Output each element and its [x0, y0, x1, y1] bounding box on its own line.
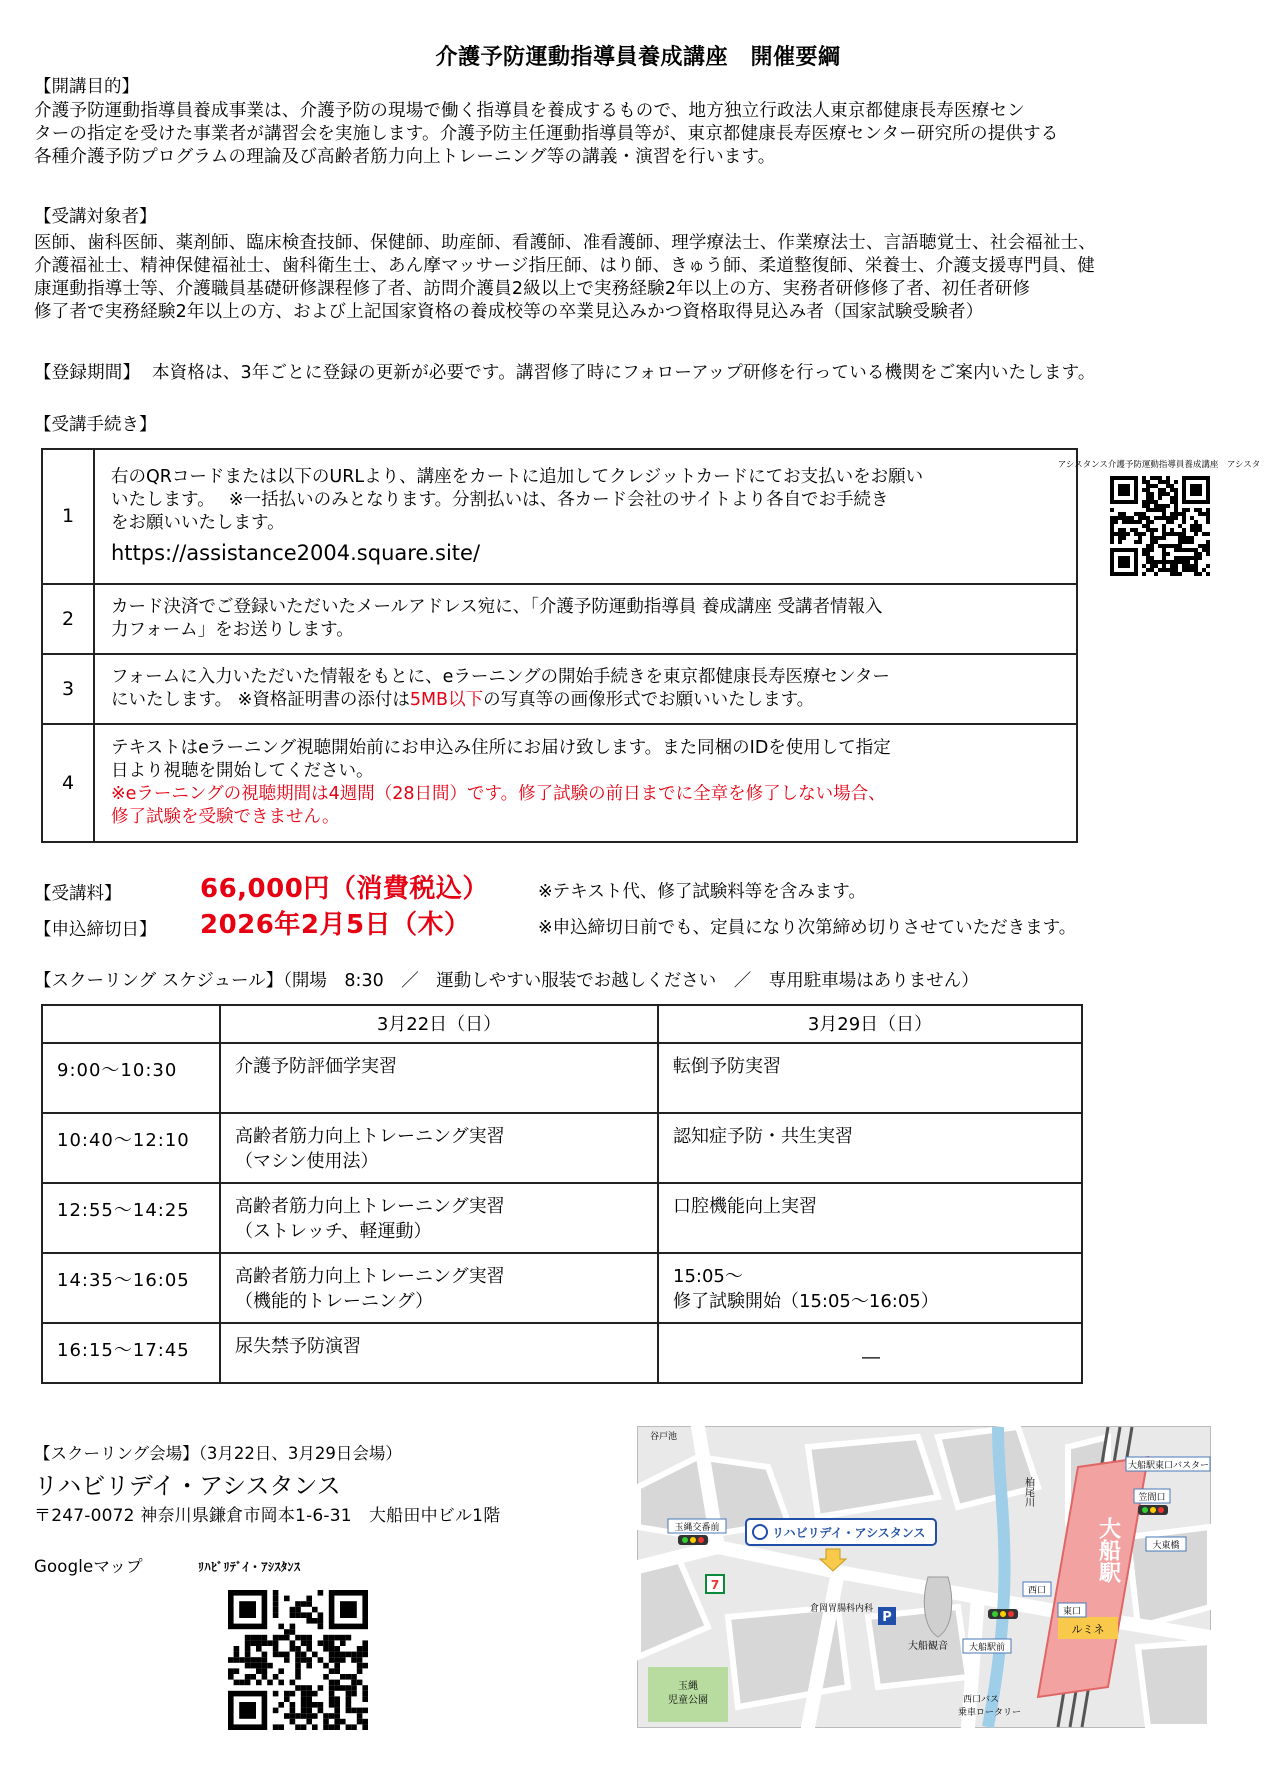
venue-address: 〒247-0072 神奈川県鎌倉市岡本1-6-31 大船田中ビル1階 — [34, 1506, 501, 1526]
deadline-date: 2026年2月5日（木） — [200, 910, 471, 940]
day1-session — [220, 1183, 658, 1253]
step-line: 力フォーム」をお送りします。 — [111, 620, 354, 640]
map-canvas — [638, 1427, 1210, 1727]
map-qr-block[interactable] — [228, 1590, 368, 1730]
venue-heading: 【スクーリング会場】（3月22日、3月29日会場） — [34, 1444, 402, 1463]
table-row — [42, 1113, 1082, 1183]
day2-session — [658, 1183, 1082, 1253]
table-row — [42, 1323, 1082, 1383]
session-title: 口腔機能向上実習 — [673, 1196, 817, 1217]
venue-name: リハビリデイ・アシスタンス — [34, 1472, 341, 1500]
session-title: 15:05〜 — [673, 1266, 743, 1287]
registration-heading: 【登録期間】 — [34, 363, 141, 383]
deadline-label: 【申込締切日】 — [34, 920, 157, 940]
step-line-part: にいたします。 ※資格証明書の添付は — [111, 690, 410, 710]
step-line — [111, 689, 1064, 712]
target-line: 医師、歯科医師、薬剤師、臨床検査技師、保健師、助産師、看護師、准看護師、理学療法士、作業療法士、言語聴覚士、社会福祉士、 — [34, 233, 1096, 253]
session-sub: （マシン使用法） — [235, 1151, 379, 1172]
map-label: 西口 — [1027, 1586, 1047, 1596]
session-title: 高齢者筋力向上トレーニング実習 — [235, 1196, 505, 1217]
time-slot: 14:35〜16:05 — [42, 1253, 220, 1323]
purpose-line: 各種介護予防プログラムの理論及び高齢者筋力向上トレーニング等の講義・演習を行います。 — [34, 147, 776, 167]
registration-text: 本資格は、3年ごとに登録の更新が必要です。講習修了時にフォローアップ研修を行っている機関をご案内いたします。 — [151, 363, 1096, 383]
map-label: 玉縄交番前 — [674, 1523, 720, 1533]
map-label: 児童公園 — [668, 1695, 708, 1706]
schedule-corner — [42, 1005, 220, 1043]
schedule-table — [41, 1004, 1083, 1384]
destination-label: リハビリデイ・アシスタンス — [772, 1526, 926, 1540]
parking-label: P — [882, 1610, 892, 1625]
step-number: 4 — [42, 724, 94, 842]
map-label: 大船駅前 — [968, 1643, 1006, 1653]
map-label: ルミネ — [1071, 1623, 1105, 1636]
time-slot: 12:55〜14:25 — [42, 1183, 220, 1253]
procedure-step — [42, 654, 1077, 724]
map-label: 西口バス — [963, 1695, 1000, 1705]
purpose-heading: 【開講目的】 — [34, 77, 139, 97]
step-number: 1 — [42, 449, 94, 584]
step-line: テキストはeラーニング視聴開始前にお申込み住所にお届け致します。また同梱のIDを使用して指定 — [111, 738, 891, 758]
step-number: 3 — [42, 654, 94, 724]
qr-caption: アシスタンス介護予防運動指導員養成講座 アシスタ — [1057, 460, 1261, 470]
day1-session — [220, 1113, 658, 1183]
session-title: 尿失禁予防演習 — [235, 1336, 361, 1357]
day2-session — [658, 1043, 1082, 1113]
map-label: 柏尾川 — [1022, 1477, 1034, 1507]
session-sub: 修了試験開始（15:05〜16:05） — [673, 1291, 939, 1312]
map-label: 玉縄 — [678, 1681, 698, 1692]
fee-note: ※テキスト代、修了試験料等を含みます。 — [538, 882, 866, 902]
procedure-heading: 【受講手続き】 — [34, 415, 157, 435]
step-text — [94, 584, 1077, 654]
warning-line: 修了試験を受験できません。 — [111, 807, 340, 827]
session-title: 転倒予防実習 — [673, 1056, 781, 1077]
target-heading: 【受講対象者】 — [34, 207, 157, 227]
target-line: 修了者で実務経験2年以上の方、および上記国家資格の養成校等の卒業見込みかつ資格取得見込み者（国家試験受験者） — [34, 302, 984, 322]
page-title: 介護予防運動指導員養成講座 開催要綱 — [435, 45, 841, 70]
day2-session — [658, 1323, 1082, 1383]
station-label: 大船駅 — [1095, 1517, 1121, 1583]
session-title: 認知症予防・共生実習 — [673, 1126, 853, 1147]
map-label: 大船観音 — [908, 1641, 948, 1652]
map-label: 倉岡胃腸科内科 — [810, 1604, 874, 1614]
purpose-line: ターの指定を受けた事業者が講習会を実施します。介護予防主任運動指導員等が、東京都健康長寿医療センター研究所の提供する — [34, 124, 1059, 144]
step-line: 右のQRコードまたは以下のURLより、講座をカートに追加してクレジットカードにてお支払いをお願い — [111, 466, 924, 487]
step-line: カード決済でご登録いただいたメールアドレス宛に、「介護予防運動指導員 養成講座 受講者情報入 — [111, 597, 883, 617]
shop-url-link[interactable]: https://assistance2004.square.site/ — [111, 540, 481, 565]
target-line: 康運動指導士等、介護職員基礎研修課程修了者、訪問介護員2級以上で実務経験2年以上の方、実務者研修修了者、初任者研修 — [34, 279, 1031, 299]
table-row — [42, 1253, 1082, 1323]
day1-session — [220, 1323, 658, 1383]
venue-logo-text: ﾘﾊﾋﾞﾘﾃﾞｲ・ｱｼｽﾀﾝｽ — [198, 1560, 301, 1574]
target-line: 介護福祉士、精神保健福祉士、歯科衛生士、あん摩マッサージ指圧師、はり師、きゅう師、柔道整復師、栄養士、介護支援専門員、健 — [34, 256, 1095, 276]
session-sub: （機能的トレーニング） — [235, 1291, 434, 1312]
google-map-label: Googleマップ — [34, 1557, 143, 1576]
day-header: 3月22日（日） — [220, 1005, 658, 1043]
shop-qr-code-icon — [1057, 456, 1261, 606]
venue-map[interactable] — [637, 1426, 1211, 1728]
map-label: 笠間口 — [1138, 1493, 1166, 1503]
target-text — [34, 232, 1096, 324]
day2-session — [658, 1113, 1082, 1183]
step-text — [94, 724, 1077, 842]
fee-label: 【受講料】 — [34, 884, 122, 904]
deadline-note: ※申込締切日前でも、定員になり次第締め切りさせていただきます。 — [538, 918, 1077, 938]
procedure-table — [41, 448, 1078, 843]
shop-qr-block[interactable] — [1057, 456, 1261, 606]
time-slot: 10:40〜12:10 — [42, 1113, 220, 1183]
day1-session — [220, 1043, 658, 1113]
session-title: 介護予防評価学実習 — [235, 1056, 397, 1077]
schedule-heading: 【スクーリング スケジュール】（開場 8:30 ／ 運動しやすい服装でお越しください ／ 専用駐車場はありません） — [34, 971, 979, 991]
session-title: 高齢者筋力向上トレーニング実習 — [235, 1266, 505, 1287]
warning-line: ※eラーニングの視聴期間は4週間（28日間）です。修了試験の前日までに全章を修了しない場合、 — [111, 784, 886, 804]
step-line: 日より視聴を開始してください。 — [111, 761, 374, 781]
map-label: 乗車ロータリー — [958, 1708, 1022, 1718]
procedure-step — [42, 449, 1077, 584]
day2-session — [658, 1253, 1082, 1323]
day-header: 3月29日（日） — [658, 1005, 1082, 1043]
session-title: 高齢者筋力向上トレーニング実習 — [235, 1126, 505, 1147]
size-limit-highlight: 5MB以下 — [409, 690, 484, 710]
purpose-line: 介護予防運動指導員養成事業は、介護予防の現場で働く指導員を養成するもので、地方独立行政法人東京都健康長寿医療セン — [34, 101, 1025, 121]
time-slot: 9:00〜10:30 — [42, 1043, 220, 1113]
table-row — [42, 1043, 1082, 1113]
step-text — [94, 654, 1077, 724]
map-label: 東口 — [1062, 1607, 1082, 1617]
step-text — [94, 449, 1077, 584]
session-sub: （ストレッチ、軽運動） — [235, 1221, 432, 1242]
fee-amount: 66,000円（消費税込） — [200, 874, 489, 904]
map-qr-code-icon — [228, 1590, 368, 1730]
registration-row — [34, 362, 1096, 385]
map-label: 大船駅東口バスター — [1128, 1461, 1210, 1471]
schedule-header-row — [42, 1005, 1082, 1043]
map-label: 谷戸池 — [650, 1432, 678, 1442]
step-line: いたします。 ※一括払いのみとなります。分割払いは、各カード会社のサイトより各自でお手続き — [111, 489, 889, 510]
empty-dash: ― — [862, 1347, 880, 1368]
step-line-part: の写真等の画像形式でお願いいたします。 — [483, 690, 815, 710]
purpose-text — [34, 100, 1059, 169]
convenience-store-icon: 7 — [710, 1578, 720, 1592]
procedure-step — [42, 584, 1077, 654]
step-number: 2 — [42, 584, 94, 654]
step-line: フォームに入力いただいた情報をもとに、eラーニングの開始手続きを東京都健康長寿医療センター — [111, 667, 890, 687]
time-slot: 16:15〜17:45 — [42, 1323, 220, 1383]
table-row — [42, 1183, 1082, 1253]
map-label: 大東橋 — [1152, 1541, 1180, 1551]
procedure-step — [42, 724, 1077, 842]
day1-session — [220, 1253, 658, 1323]
step-line: をお願いいたします。 — [111, 512, 285, 533]
